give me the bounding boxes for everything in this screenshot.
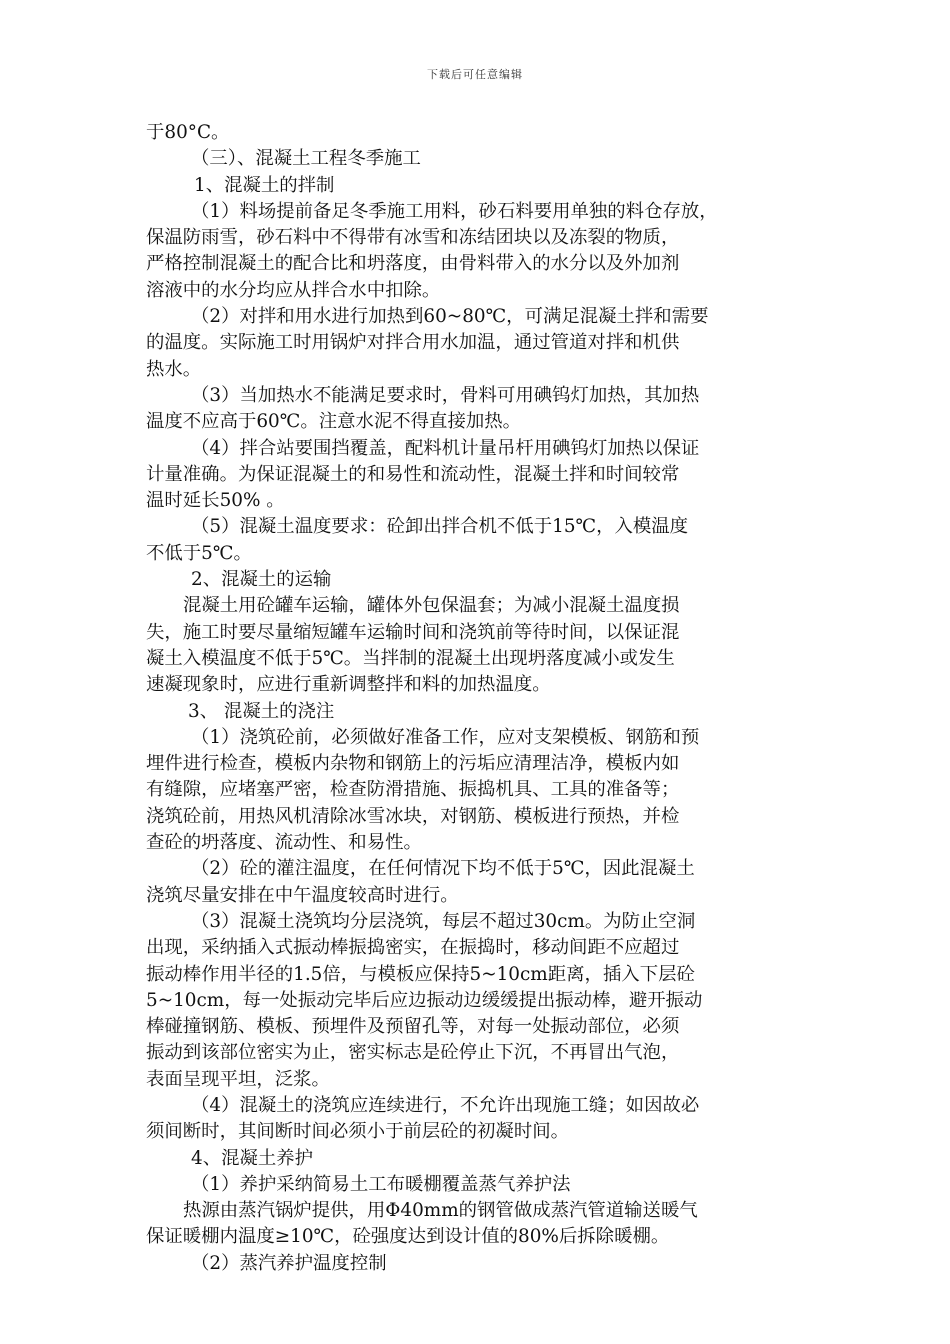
text-line: （2）蒸汽养护温度控制 xyxy=(191,1252,387,1274)
text-line: 棒碰撞钢筋、模板、预埋件及预留孔等，对每一处振动部位，必须 xyxy=(146,1016,680,1038)
text-line: 埋件进行检查，模板内杂物和钢筋上的污垢应清理洁净，模板内如 xyxy=(146,753,680,775)
text-line: 保证暖棚内温度≥10℃，砼强度达到设计值的80%后拆除暖棚。 xyxy=(146,1226,670,1248)
text-line: 查砼的坍落度、流动性、和易性。 xyxy=(146,832,422,854)
text-line: 4、混凝土养护 xyxy=(191,1147,314,1169)
text-line: 溶液中的水分均应从拌合水中扣除。 xyxy=(146,279,441,301)
text-line: 有缝隙，应堵塞严密，检查防滑措施、振捣机具、工具的准备等； xyxy=(146,779,680,801)
text-line: （4）拌合站要围挡覆盖，配料机计量吊杆用碘钨灯加热以保证 xyxy=(191,437,700,459)
text-line: （2）对拌和用水进行加热到60~80℃，可满足混凝土拌和需要 xyxy=(191,306,709,328)
text-line: （3）混凝土浇筑均分层浇筑，每层不超过30cm。为防止空洞 xyxy=(191,910,696,932)
text-line: 凝土入模温度不低于5℃。当拌制的混凝土出现坍落度减小或发生 xyxy=(146,647,675,669)
text-line: 须间断时，其间断时间必须小于前层砼的初凝时间。 xyxy=(146,1121,569,1143)
text-line: 浇筑尽量安排在中午温度较高时进行。 xyxy=(146,884,459,906)
page-header: 下载后可任意编辑 xyxy=(427,68,523,81)
text-line: 失，施工时要尽量缩短罐车运输时间和浇筑前等待时间，以保证混 xyxy=(146,621,680,643)
text-line: 5~10cm，每一处振动完毕后应边振动边缓缓提出振动棒，避开振动 xyxy=(146,989,703,1011)
text-line: 的温度。实际施工时用锅炉对拌合用水加温，通过管道对拌和机供 xyxy=(146,332,680,354)
document-body xyxy=(146,120,810,1277)
text-line: （2）砼的灌注温度，在任何情况下均不低于5℃，因此混凝土 xyxy=(191,858,695,880)
text-line: （4）混凝土的浇筑应连续进行，不允许出现施工缝；如因故必 xyxy=(191,1094,700,1116)
text-line: 速凝现象时，应进行重新调整拌和料的加热温度。 xyxy=(146,674,551,696)
text-line: 振动棒作用半径的1.5倍，与模板应保持5~10cm距离，插入下层砼 xyxy=(146,963,695,985)
text-line: 浇筑砼前，用热风机清除冰雪冰块，对钢筋、模板进行预热，并检 xyxy=(146,805,680,827)
text-line: 计量准确。为保证混凝土的和易性和流动性，混凝土拌和时间较常 xyxy=(146,463,680,485)
text-line: 2、混凝土的运输 xyxy=(191,569,332,591)
text-line: 振动到该部位密实为止，密实标志是砼停止下沉，不再冒出气泡， xyxy=(146,1042,680,1064)
text-line: （1）浇筑砼前，必须做好准备工作，应对支架模板、钢筋和预 xyxy=(191,726,700,748)
text-line: （5）混凝土温度要求：砼卸出拌合机不低于15℃，入模温度 xyxy=(191,516,689,538)
text-line: （1）料场提前备足冬季施工用料，砂石料要用单独的料仓存放， xyxy=(191,200,718,222)
text-line: 热水。 xyxy=(146,358,202,380)
text-line: 热源由蒸汽锅炉提供，用Φ40mm的钢管做成蒸汽管道输送暖气 xyxy=(183,1200,698,1222)
text-line: 表面呈现平坦，泛浆。 xyxy=(146,1068,330,1090)
text-line: （1）养护采纳简易土工布暖棚覆盖蒸气养护法 xyxy=(191,1173,571,1195)
text-line: 温时延长50% 。 xyxy=(146,490,285,512)
text-line: 混凝土用砼罐车运输，罐体外包保温套；为减小混凝土温度损 xyxy=(183,595,680,617)
text-line: 温度不应高于60℃。注意水泥不得直接加热。 xyxy=(146,411,522,433)
text-line: 出现，采纳插入式振动棒振捣密实，在振捣时，移动间距不应超过 xyxy=(146,937,680,959)
text-line: 严格控制混凝土的配合比和坍落度，由骨料带入的水分以及外加剂 xyxy=(146,253,680,275)
text-line: 不低于5℃。 xyxy=(146,542,252,564)
text-line: （3）当加热水不能满足要求时，骨料可用碘钨灯加热，其加热 xyxy=(191,384,700,406)
text-line: （三）、混凝土工程冬季施工 xyxy=(191,148,421,170)
text-line: 1、混凝土的拌制 xyxy=(194,174,335,196)
text-line: 于80°C。 xyxy=(146,122,230,143)
text-line: 3、 混凝土的浇注 xyxy=(188,700,335,722)
text-line: 保温防雨雪，砂石料中不得带有冰雪和冻结团块以及冻裂的物质， xyxy=(146,227,680,249)
